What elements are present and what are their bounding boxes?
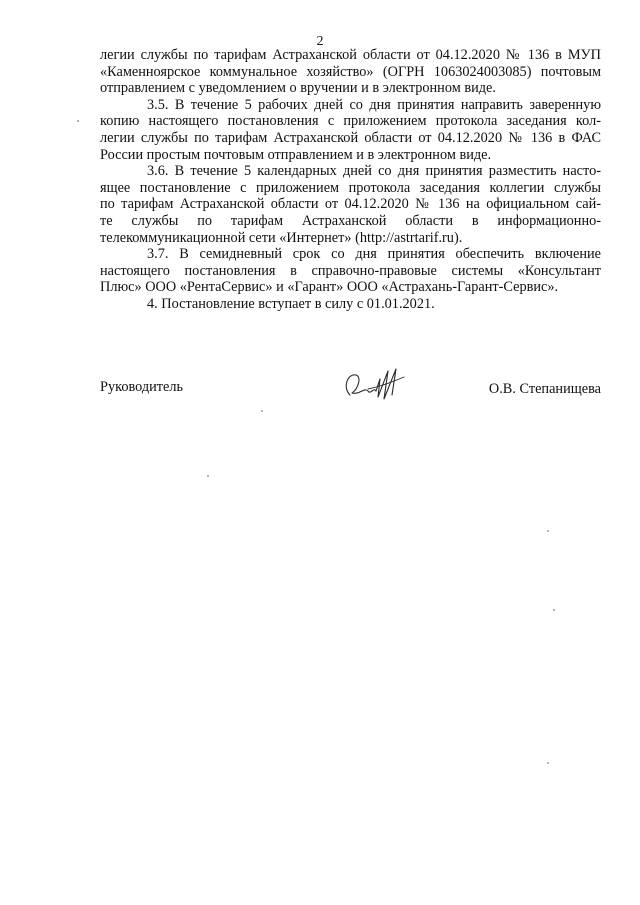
text-line: России простым почтовым отправлением и в электронном виде.	[100, 146, 492, 163]
paragraph-3-6	[100, 163, 601, 246]
text-line: отправлением с уведомлением о вручении и в электронном виде.	[100, 80, 496, 97]
text-line: ящее постановление с приложением протокола заседания коллегии службы	[100, 179, 601, 196]
scan-speck	[547, 530, 549, 532]
scan-speck	[77, 120, 79, 122]
page-number: 2	[316, 34, 324, 49]
paragraph-3-5	[100, 97, 601, 163]
signature-block	[100, 365, 601, 405]
text-line: «Каменноярское коммунальное хозяйство» (ОГРН 1063024003085) почтовым	[100, 63, 601, 80]
text-line: легии службы по тарифам Астраханской области от 04.12.2020 № 136 в МУП	[100, 47, 601, 63]
text-line: по тарифам Астраханской области от 04.12.2020 № 136 на официальном сай-	[100, 196, 601, 213]
text-line: настоящего постановления в справочно-правовые системы «Консультант	[100, 262, 601, 279]
scan-speck	[207, 475, 209, 477]
paragraph-4	[100, 296, 601, 313]
scan-speck	[547, 762, 549, 764]
text-line: 3.6. В течение 5 календарных дней со дня принятия разместить насто-	[147, 163, 601, 180]
text-line: те службы по тарифам Астраханской области в информационно-	[100, 212, 601, 229]
text-line: 3.7. В семидневный срок со дня принятия обеспечить включение	[147, 246, 601, 263]
document-body	[100, 47, 601, 313]
paragraph-continuation	[100, 47, 601, 97]
text-line: 3.5. В течение 5 рабочих дней со дня принятия направить заверенную	[147, 96, 601, 113]
handwritten-signature	[338, 365, 418, 405]
signatory-name: О.В. Степанищева	[488, 381, 601, 397]
text-line: легии службы по тарифам Астраханской области от 04.12.2020 № 136 в ФАС	[100, 129, 601, 146]
scan-speck	[553, 609, 555, 611]
text-line: копию настоящего постановления с приложением протокола заседания кол-	[100, 113, 601, 130]
text-line: 4. Постановление вступает в силу с 01.01.2021.	[147, 295, 435, 312]
signatory-title: Руководитель	[100, 379, 184, 395]
text-line: телекоммуникационной сети «Интернет» (http://astrtarif.ru).	[100, 229, 463, 246]
scan-speck	[261, 410, 263, 412]
text-line: Плюс» ООО «РентаСервис» и «Гарант» ООО «Астрахань-Гарант-Сервис».	[100, 279, 559, 296]
paragraph-3-7	[100, 246, 601, 296]
